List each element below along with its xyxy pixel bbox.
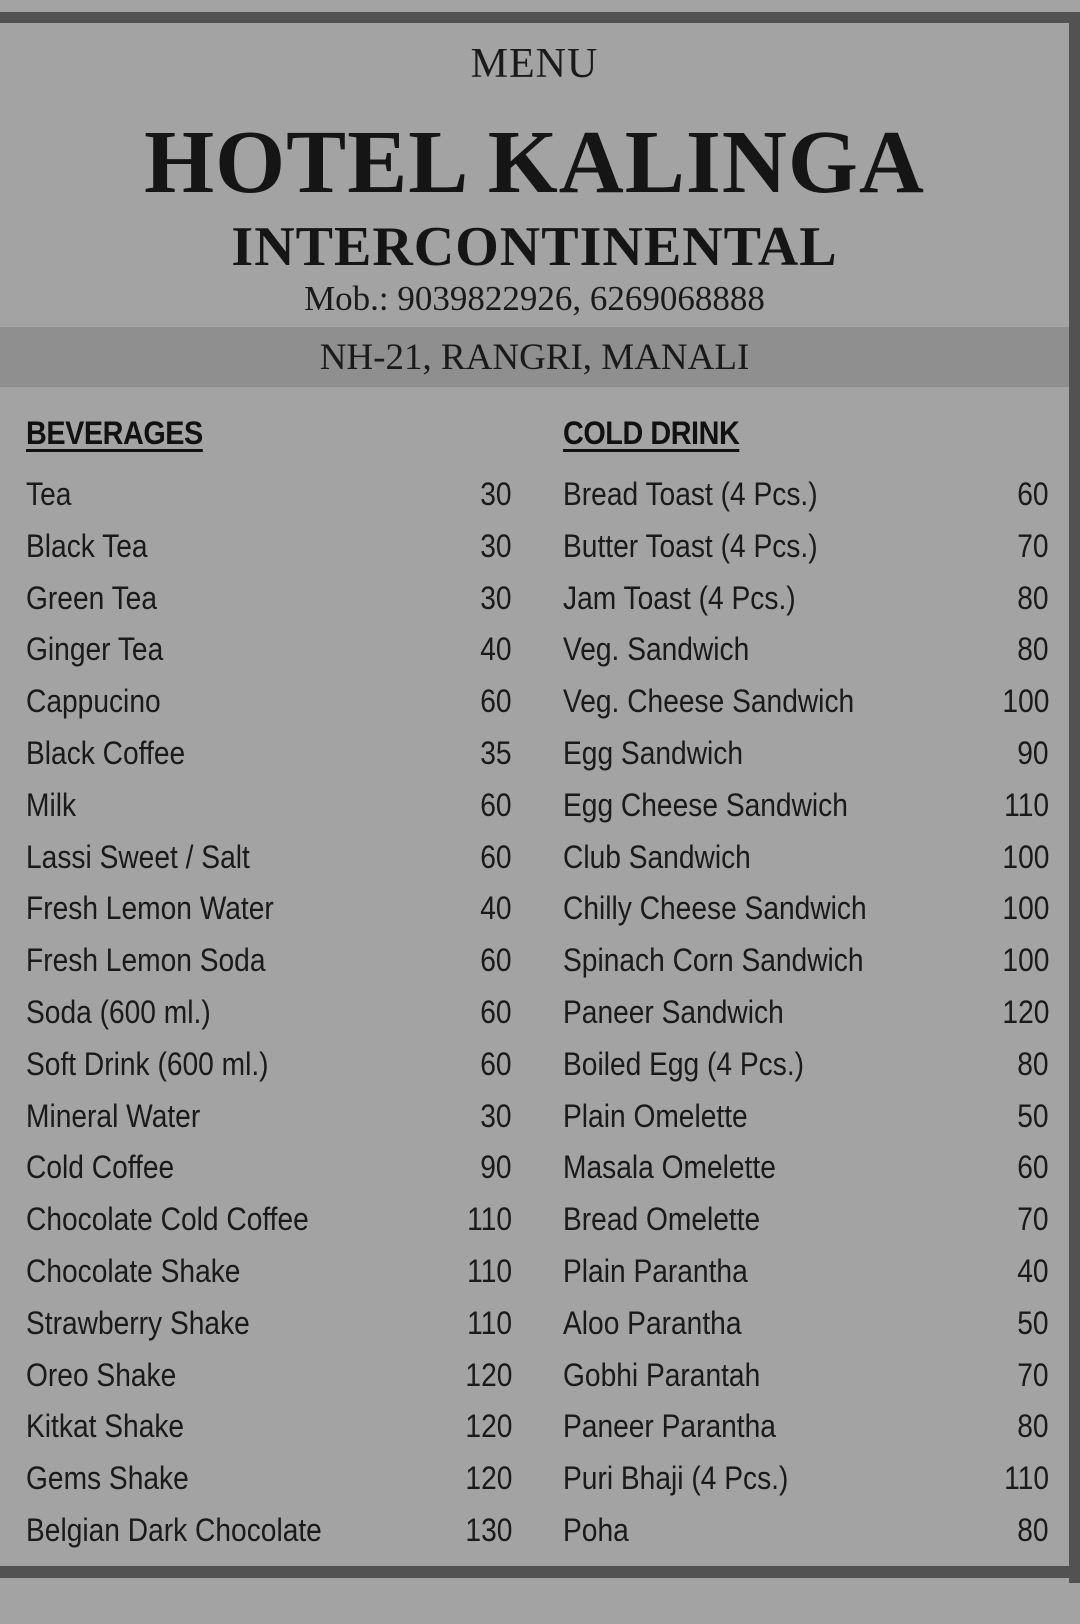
menu-item-name: Kitkat Shake: [26, 1408, 185, 1445]
menu-item-price: 30: [480, 476, 512, 512]
beverages-column: [26, 411, 512, 1557]
menu-item-price: 80: [1017, 1045, 1049, 1082]
menu-item-row: [563, 1246, 1049, 1298]
menu-item-price: 100: [1002, 890, 1049, 927]
menu-item-name: Veg. Sandwich: [563, 631, 750, 668]
menu-item-name: Chocolate Shake: [26, 1252, 241, 1289]
menu-item-row: [26, 1401, 512, 1453]
menu-item-price: 80: [1017, 1408, 1049, 1445]
menu-item-price: 80: [1017, 579, 1049, 616]
menu-item-row: [563, 521, 1049, 573]
menu-item-row: [563, 1350, 1049, 1402]
menu-item-name: Paneer Parantha: [563, 1408, 776, 1445]
menu-item-row: [26, 987, 512, 1039]
menu-item-price: 30: [480, 1097, 512, 1134]
address-band: [0, 327, 1069, 387]
menu-item-row: [563, 935, 1049, 987]
menu-item-price: 110: [467, 1201, 512, 1238]
menu-item-price: 90: [1017, 734, 1049, 771]
menu-item-name: Butter Toast (4 Pcs.): [563, 527, 818, 564]
menu-item-name: Tea: [26, 476, 72, 512]
menu-item-name: Lassi Sweet / Salt: [26, 838, 250, 875]
phone-numbers: Mob.: 9039822926, 6269068888: [304, 279, 765, 318]
menu-item-price: 130: [465, 1511, 512, 1548]
menu-item-price: 70: [1017, 1356, 1049, 1393]
menu-item-row: [563, 1453, 1049, 1505]
menu-item-name: Boiled Egg (4 Pcs.): [563, 1045, 805, 1082]
menu-item-row: [563, 1091, 1049, 1143]
menu-item-price: 110: [1004, 1460, 1049, 1497]
menu-item-name: Gobhi Parantah: [563, 1356, 761, 1393]
frame-right-border: [1069, 12, 1080, 1583]
menu-item-name: Egg Sandwich: [563, 734, 744, 771]
menu-item-row: [26, 676, 512, 728]
menu-item-row: [26, 1298, 512, 1350]
menu-item-name: Soda (600 ml.): [26, 993, 211, 1030]
menu-item-row: [563, 728, 1049, 780]
menu-item-row: [26, 832, 512, 884]
menu-item-row: [563, 624, 1049, 676]
menu-item-name: Belgian Dark Chocolate: [26, 1511, 322, 1548]
menu-item-name: Gems Shake: [26, 1460, 189, 1497]
menu-item-price: 60: [480, 1045, 512, 1082]
menu-item-row: [26, 780, 512, 832]
menu-item-row: [26, 469, 512, 521]
menu-item-name: Chilly Cheese Sandwich: [563, 890, 867, 927]
menu-item-name: Black Coffee: [26, 734, 186, 771]
menu-item-price: 110: [1004, 786, 1049, 823]
menu-item-name: Black Tea: [26, 527, 148, 564]
menu-label: MENU: [470, 41, 599, 87]
menu-item-row: [26, 1246, 512, 1298]
section-heading-beverages: BEVERAGES: [26, 415, 203, 451]
menu-item-price: 50: [1017, 1304, 1049, 1341]
frame-bottom-border: [0, 1566, 1080, 1578]
menu-item-name: Ginger Tea: [26, 631, 164, 668]
menu-item-price: 60: [480, 942, 512, 979]
hotel-subtitle: INTERCONTINENTAL: [231, 216, 838, 278]
menu-item-price: 120: [465, 1356, 512, 1393]
menu-item-row: [26, 1350, 512, 1402]
menu-item-price: 60: [1017, 1149, 1049, 1186]
menu-item-name: Strawberry Shake: [26, 1304, 250, 1341]
menu-item-price: 60: [480, 683, 512, 720]
menu-item-row: [563, 676, 1049, 728]
section-heading-cold-drink: COLD DRINK: [563, 415, 740, 451]
menu-item-name: Club Sandwich: [563, 838, 751, 875]
frame-top-border: [0, 12, 1080, 23]
menu-item-row: [26, 1142, 512, 1194]
menu-item-price: 60: [1017, 476, 1049, 512]
menu-item-row: [563, 469, 1049, 521]
menu-item-price: 35: [480, 734, 512, 771]
menu-item-row: [26, 624, 512, 676]
menu-item-price: 120: [465, 1460, 512, 1497]
menu-item-row: [563, 1039, 1049, 1091]
menu-item-price: 80: [1017, 1511, 1049, 1548]
menu-item-name: Plain Omelette: [563, 1097, 748, 1134]
menu-item-name: Veg. Cheese Sandwich: [563, 683, 855, 720]
menu-item-name: Poha: [563, 1511, 629, 1548]
menu-item-row: [563, 987, 1049, 1039]
menu-item-name: Cold Coffee: [26, 1149, 175, 1186]
menu-item-price: 40: [480, 631, 512, 668]
menu-item-name: Masala Omelette: [563, 1149, 776, 1186]
menu-item-price: 120: [465, 1408, 512, 1445]
menu-item-row: [563, 573, 1049, 625]
menu-item-price: 60: [480, 838, 512, 875]
menu-item-row: [563, 1142, 1049, 1194]
menu-item-name: Egg Cheese Sandwich: [563, 786, 848, 823]
menu-item-row: [26, 1194, 512, 1246]
menu-item-price: 100: [1002, 683, 1049, 720]
menu-item-name: Milk: [26, 786, 77, 823]
menu-item-name: Green Tea: [26, 579, 157, 616]
menu-item-row: [563, 1194, 1049, 1246]
menu-item-name: Cappucino: [26, 683, 161, 720]
menu-item-row: [26, 1505, 512, 1557]
menu-item-price: 110: [467, 1304, 512, 1341]
menu-item-price: 100: [1002, 838, 1049, 875]
hotel-name: HOTEL KALINGA: [144, 113, 925, 212]
menu-item-row: [26, 521, 512, 573]
menu-item-name: Soft Drink (600 ml.): [26, 1045, 269, 1082]
menu-item-name: Jam Toast (4 Pcs.): [563, 579, 796, 616]
menu-item-name: Paneer Sandwich: [563, 993, 784, 1030]
menu-item-row: [563, 1298, 1049, 1350]
cold-drink-list: [563, 469, 1049, 1557]
menu-item-row: [26, 1039, 512, 1091]
menu-item-row: [563, 883, 1049, 935]
menu-card: [0, 23, 1069, 1566]
menu-item-price: 70: [1017, 1201, 1049, 1238]
menu-item-price: 40: [480, 890, 512, 927]
menu-item-price: 120: [1002, 993, 1049, 1030]
menu-item-row: [26, 728, 512, 780]
menu-item-row: [26, 883, 512, 935]
menu-item-price: 30: [480, 527, 512, 564]
beverages-list: [26, 469, 512, 1557]
menu-item-price: 40: [1017, 1252, 1049, 1289]
menu-item-row: [26, 1091, 512, 1143]
menu-item-price: 70: [1017, 527, 1049, 564]
menu-item-price: 110: [467, 1252, 512, 1289]
menu-item-name: Spinach Corn Sandwich: [563, 942, 864, 979]
menu-item-price: 50: [1017, 1097, 1049, 1134]
menu-item-name: Aloo Parantha: [563, 1304, 742, 1341]
menu-item-row: [563, 832, 1049, 884]
menu-item-name: Fresh Lemon Water: [26, 890, 274, 927]
menu-item-row: [563, 1401, 1049, 1453]
menu-item-row: [26, 935, 512, 987]
menu-item-name: Bread Toast (4 Pcs.): [563, 476, 818, 512]
menu-item-price: 80: [1017, 631, 1049, 668]
menu-item-row: [26, 1453, 512, 1505]
address-text: NH-21, RANGRI, MANALI: [319, 337, 750, 378]
menu-item-price: 60: [480, 786, 512, 823]
menu-item-price: 100: [1002, 942, 1049, 979]
menu-item-name: Bread Omelette: [563, 1201, 761, 1238]
cold-drink-column: [563, 411, 1049, 1557]
menu-item-row: [563, 1505, 1049, 1557]
menu-item-price: 30: [480, 579, 512, 616]
menu-item-price: 90: [480, 1149, 512, 1186]
menu-item-price: 60: [480, 993, 512, 1030]
menu-item-row: [26, 573, 512, 625]
menu-item-name: Oreo Shake: [26, 1356, 177, 1393]
menu-item-row: [563, 780, 1049, 832]
menu-item-name: Puri Bhaji (4 Pcs.): [563, 1460, 789, 1497]
menu-item-name: Fresh Lemon Soda: [26, 942, 266, 979]
menu-item-name: Chocolate Cold Coffee: [26, 1201, 309, 1238]
menu-item-name: Mineral Water: [26, 1097, 201, 1134]
menu-item-name: Plain Parantha: [563, 1252, 748, 1289]
